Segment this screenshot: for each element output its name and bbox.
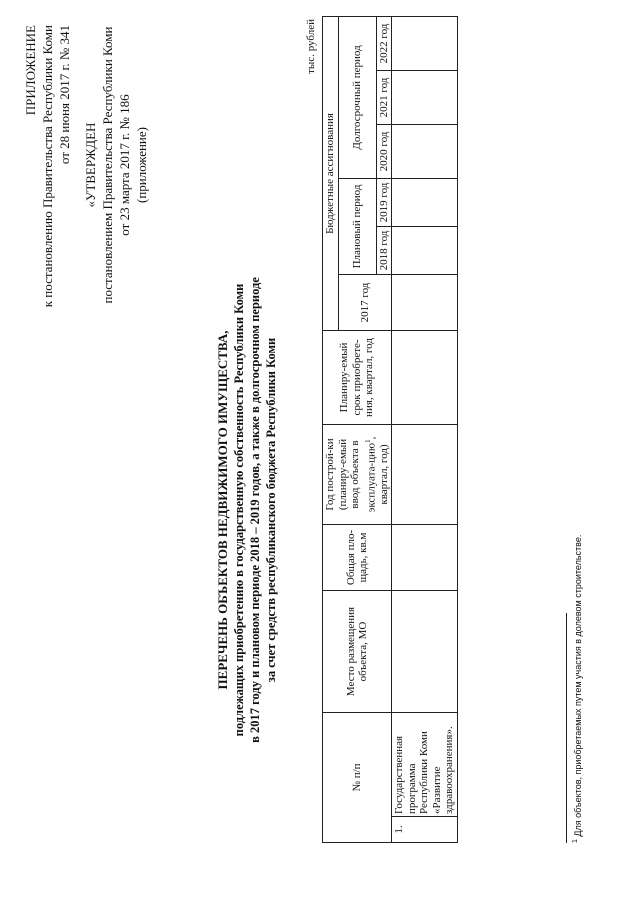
row-2018 bbox=[392, 226, 458, 274]
title-line-2: подлежащих приобретению в государственную собственность Республики Коми bbox=[232, 283, 246, 737]
footnote-number: 1 bbox=[572, 839, 579, 843]
row-2022 bbox=[392, 16, 458, 70]
title-line-4: за счет средств республиканского бюджета Республики Коми bbox=[264, 337, 278, 683]
header-area: Общая пло-щадь, кв.м bbox=[323, 524, 392, 590]
header-acquisition: Планиру-емый срок приобрете-ния, квартал, год bbox=[323, 330, 392, 424]
footnote-divider bbox=[566, 613, 567, 843]
header-year-built: Год построй-ки (планиру-емый ввод объекта в эксплуата-цию$^1$, квартал, год) bbox=[323, 424, 392, 524]
title-line-3: в 2017 году и плановом периоде 2018 – 2019 годов, а также в долгосрочном периоде bbox=[248, 277, 262, 743]
row-program: Государственная программа Республики Коми «Развитие здравоохранения». bbox=[392, 712, 458, 816]
attachment-heading bbox=[22, 25, 73, 345]
footnote-text: Для объектов, приобретаемых путем участия в долевом строительстве. bbox=[573, 534, 583, 837]
header-2020: 2020 год bbox=[376, 124, 392, 178]
header-row-1 bbox=[323, 16, 339, 842]
header-budget: Бюджетные ассигнования bbox=[323, 16, 339, 330]
header-2018: 2018 год bbox=[376, 226, 392, 274]
row-2020 bbox=[392, 124, 458, 178]
approval-label: «УТВЕРЖДЕН bbox=[83, 122, 98, 208]
header-location: Место размещения объекта, МО bbox=[323, 590, 392, 712]
row-area bbox=[392, 524, 458, 590]
footnote-ref: 1 bbox=[363, 439, 372, 443]
row-acquisition bbox=[392, 330, 458, 424]
attachment-date: от 28 июня 2017 г. № 341 bbox=[57, 25, 72, 165]
header-2022: 2022 год bbox=[376, 16, 392, 70]
row-2017 bbox=[392, 274, 458, 330]
approval-date: от 23 марта 2017 г. № 186 bbox=[117, 94, 132, 236]
header-2017: 2017 год bbox=[338, 274, 392, 330]
approval-note: (приложение) bbox=[134, 127, 149, 204]
property-table bbox=[322, 16, 458, 843]
row-location bbox=[392, 590, 458, 712]
attachment-decree: к постановлению Правительства Республики Коми bbox=[40, 25, 55, 308]
row-2019 bbox=[392, 178, 458, 226]
table-row bbox=[392, 16, 458, 842]
footnote bbox=[572, 243, 583, 843]
header-planned-period: Плановый период bbox=[338, 178, 376, 274]
attachment-label: ПРИЛОЖЕНИЕ bbox=[23, 25, 38, 116]
row-year-built bbox=[392, 424, 458, 524]
row-2021 bbox=[392, 70, 458, 124]
row-number: 1. bbox=[392, 817, 458, 843]
approval-stamp bbox=[82, 25, 150, 305]
approval-decree: постановлением Правительства Республики Коми bbox=[100, 26, 115, 304]
units-label: тыс. рублей bbox=[305, 19, 317, 74]
header-2019: 2019 год bbox=[376, 178, 392, 226]
title-line-1: ПЕРЕЧЕНЬ ОБЪЕКТОВ НЕДВИЖИМОГО ИМУЩЕСТВА, bbox=[215, 330, 230, 690]
header-number: № п/п bbox=[323, 712, 392, 842]
header-2021: 2021 год bbox=[376, 70, 392, 124]
document-title bbox=[215, 190, 279, 830]
header-longterm-period: Долгосрочный период bbox=[338, 16, 376, 178]
